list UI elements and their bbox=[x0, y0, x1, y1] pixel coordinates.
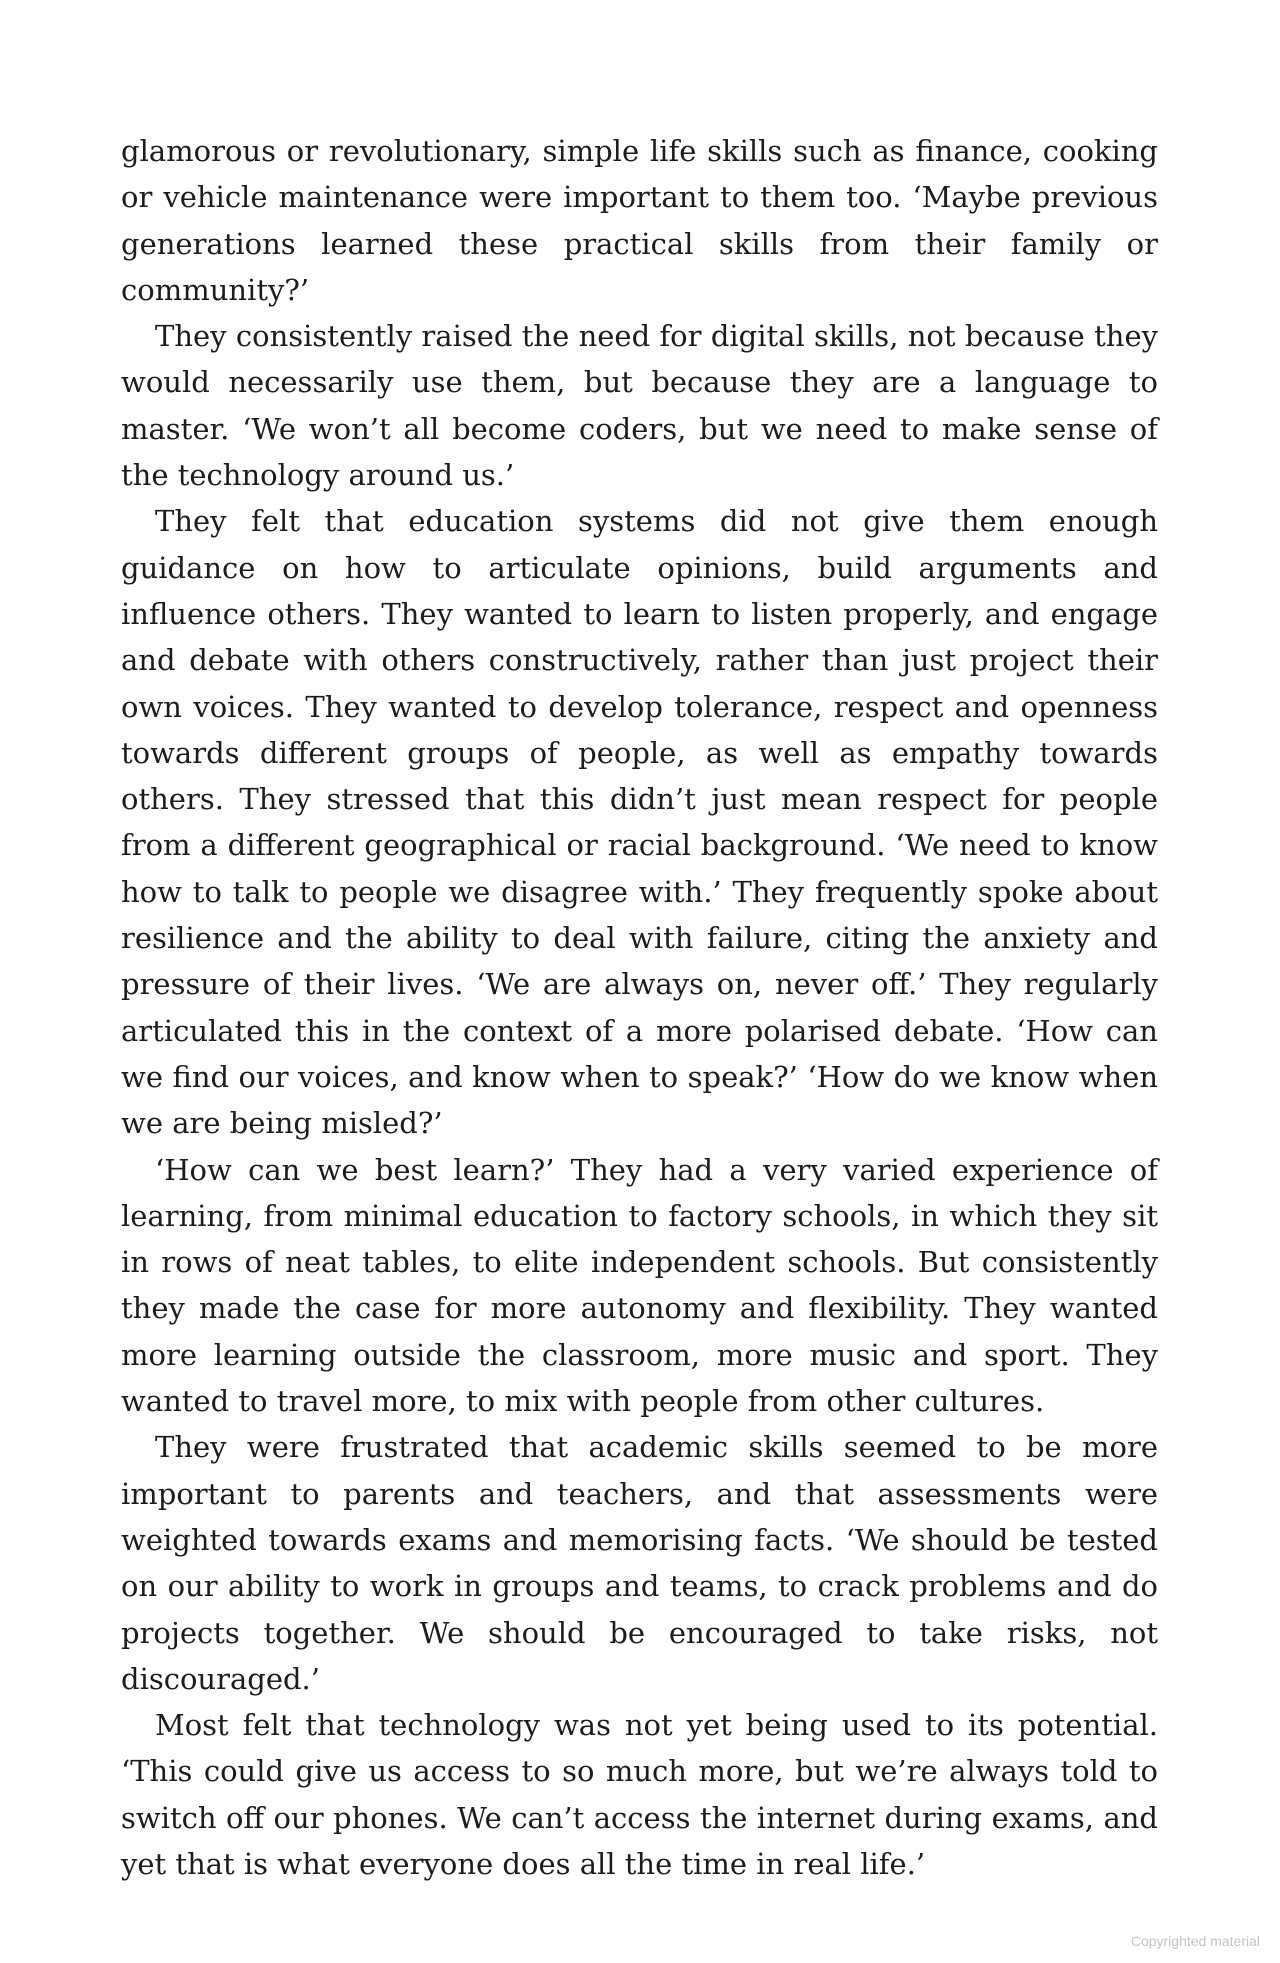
paragraph-1: glamorous or revolutionary, simple life skills such as finance, cooking or vehicle maintenance were important to them too. ‘Maybe previous generations learned these practical skills from their family or community?’ bbox=[121, 134, 1158, 307]
copyright-watermark: Copyrighted material bbox=[1130, 1933, 1260, 1949]
paragraph-4: ‘How can we best learn?’ They had a very varied experience of learning, from minimal education to factory schools, in which they sit in rows of neat tables, to elite independent schools. But consistently they made the case for more autonomy and flexibility. They wanted more learning outside the classroom, more music and sport. They wanted to travel more, to mix with people from other cultures. bbox=[121, 1152, 1158, 1419]
paragraph-5: They were frustrated that academic skills seemed to be more important to parents and teachers, and that assessments were weighted towards exams and memorising facts. ‘We should be tested on our ability to work in groups and teams, to crack problems and do projects together. We should be encouraged to take risks, not discouraged.’ bbox=[121, 1430, 1158, 1696]
paragraph-6: Most felt that technology was not yet being used to its potential. ‘This could give us access to so much more, but we’re always told to switch off our phones. We can’t access the internet during exams, and yet that is what everyone does all the time in real life.’ bbox=[121, 1708, 1158, 1881]
paragraph-2: They consistently raised the need for digital skills, not because they would necessarily use them, but because they are a language to master. ‘We won’t all become coders, but we need to make sense of the technology around us.’ bbox=[121, 319, 1158, 493]
page-body bbox=[121, 128, 1158, 1887]
paragraph-3: They felt that education systems did not give them enough guidance on how to articulate opinions, build arguments and influence others. They wanted to learn to listen properly, and engage and debate with others constructively, rather than just project their own voices. They wanted to develop tolerance, respect and openness towards different groups of people, as well as empathy towards others. They stressed that this didn’t just mean respect for people from a different geographical or racial background. ‘We need to know how to talk to people we disagree with.’ They frequently spoke about resilience and the ability to deal with failure, citing the anxiety and pressure of their lives. ‘We are always on, never off.’ They regularly articulated this in the context of a more polarised debate. ‘How can we find our voices, and know when to speak?’ ‘How do we know when we are being misled?’ bbox=[121, 504, 1158, 1141]
